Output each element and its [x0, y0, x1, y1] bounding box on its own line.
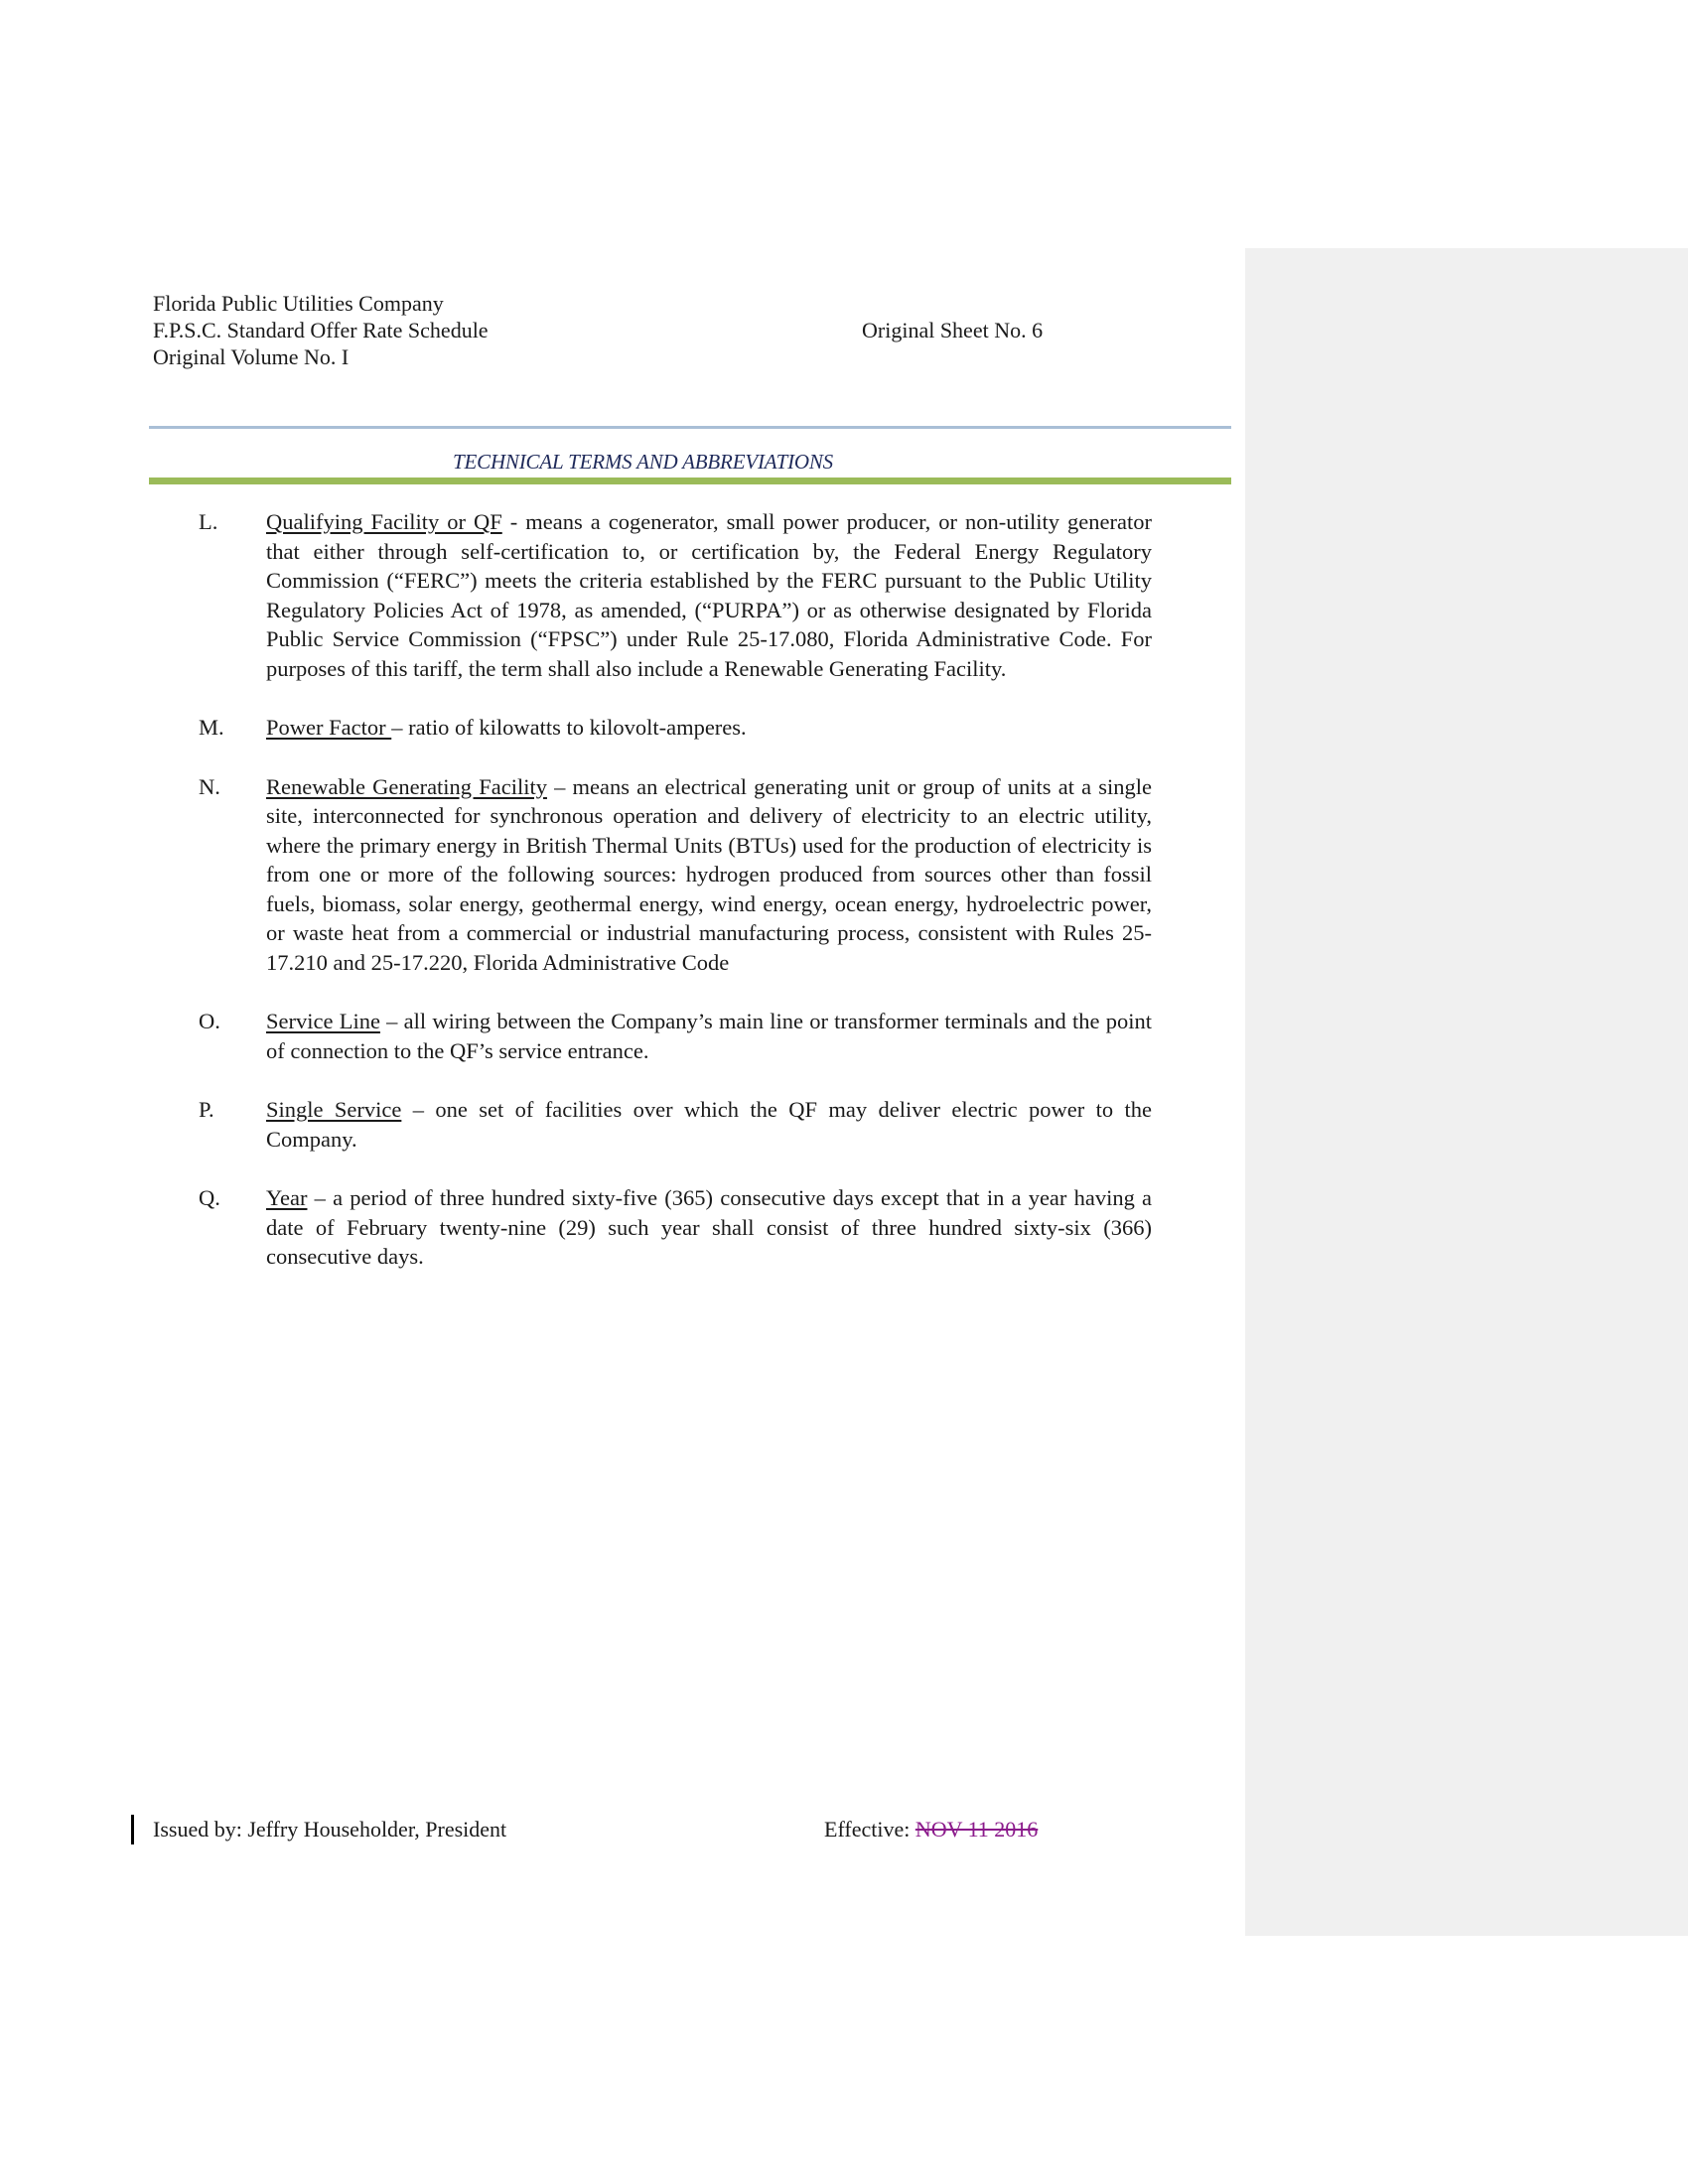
term-body	[266, 1183, 1152, 1272]
term-name: Power Factor	[266, 715, 392, 740]
term-definition: – ratio of kilowatts to kilovolt-amperes.	[391, 715, 747, 740]
effective-date	[824, 1816, 1038, 1843]
term-body	[266, 713, 1152, 743]
term-definition: – means an electrical generating unit or group of units at a single site, interconnected for synchronous operation and delivery of electricity to an electric utility, where the primary energy in British Thermal Units (BTUs) used for the production of electricity is from one or more of the following sources: hydrogen produced from sources other than fossil fuels, biomass, solar energy, geothermal energy, wind energy, ocean energy, hydroelectric power, or waste heat from a commercial or industrial manufacturing process, consistent with Rules 25-17.210 and 25-17.220, Florida Administrative Code	[266, 773, 1152, 975]
term-name: Single Service	[266, 1097, 402, 1122]
term-letter: L.	[199, 509, 218, 534]
header-rule-top	[149, 426, 1231, 429]
section-title: TECHNICAL TERMS AND ABBREVIATIONS	[453, 450, 833, 474]
term-name: Qualifying Facility or QF	[266, 509, 502, 534]
terms-list	[199, 507, 1152, 1301]
revision-change-bar	[131, 1815, 134, 1844]
markup-pane	[1245, 248, 1688, 1936]
term-item	[199, 1183, 1152, 1272]
term-body	[266, 1095, 1152, 1154]
term-definition: – all wiring between the Company’s main line or transformer terminals and the point of connection to the QF’s service entrance.	[266, 1009, 1152, 1063]
company-name: Florida Public Utilities Company	[153, 291, 444, 316]
term-item	[199, 772, 1152, 978]
term-body	[266, 507, 1152, 683]
term-definition: – a period of three hundred sixty-five (365) consecutive days except that in a year having a date of February twenty-nine (29) such year shall consist of three hundred sixty-six (366) consecutive days.	[266, 1185, 1152, 1269]
term-item	[199, 1007, 1152, 1065]
term-name: Renewable Generating Facility	[266, 773, 547, 799]
term-body	[266, 772, 1152, 978]
term-letter: Q.	[199, 1185, 220, 1210]
schedule-name: F.P.S.C. Standard Offer Rate Schedule	[153, 318, 489, 342]
term-definition: - means a cogenerator, small power producer, or non-utility generator that either through self-certification to, or certification by, the Federal Energy Regulatory Commission (“FERC”) meets the criteria established by the FERC pursuant to the Public Utility Regulatory Policies Act of 1978, as amended, (“PURPA”) or as otherwise designated by Florida Public Service Commission (“FPSC”) under Rule 25-17.080, Florida Administrative Code. For purposes of this tariff, the term shall also include a Renewable Generating Facility.	[266, 509, 1152, 681]
effective-label: Effective:	[824, 1817, 915, 1842]
term-definition: – one set of facilities over which the QF may deliver electric power to the Company.	[266, 1097, 1152, 1152]
term-item	[199, 507, 1152, 683]
term-item	[199, 1095, 1152, 1154]
term-body	[266, 1007, 1152, 1065]
term-name: Year	[266, 1185, 308, 1210]
issued-by: Issued by: Jeffry Householder, President	[153, 1817, 507, 1842]
struck-effective-date: NOV 11 2016	[914, 1817, 1039, 1842]
term-letter: O.	[199, 1009, 220, 1033]
sheet-number: Original Sheet No. 6	[862, 318, 1044, 342]
term-letter: P.	[199, 1097, 214, 1122]
header-rule-bottom	[149, 478, 1231, 484]
term-name: Service Line	[266, 1009, 380, 1033]
term-item	[199, 713, 1152, 743]
term-letter: N.	[199, 773, 220, 799]
term-letter: M.	[199, 715, 224, 740]
volume-number: Original Volume No. I	[153, 344, 350, 369]
